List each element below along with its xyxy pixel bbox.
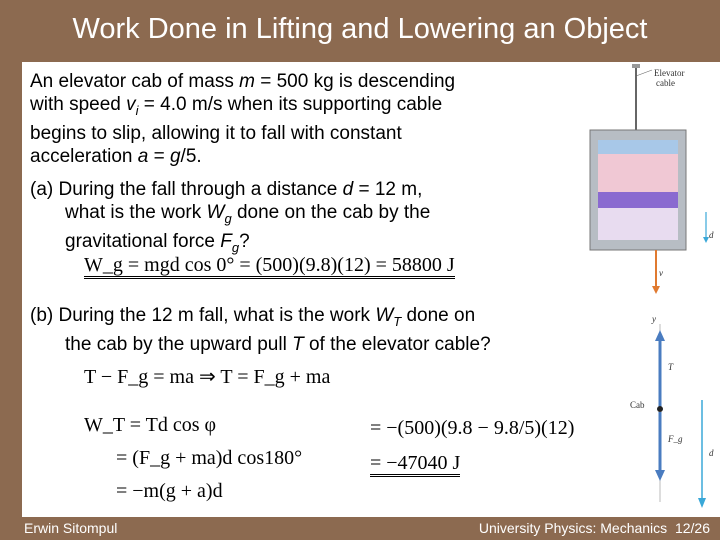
equation-result-text: = −47040 J [370,452,460,477]
intro-text: = 500 kg is descending [254,71,456,92]
arrowhead-icon [652,286,660,294]
part-b-text: the cab by the upward pull [65,333,293,355]
intro-text: with speed [30,94,127,115]
part-a-text: gravitational force [65,230,221,252]
equation-text: W_g = mgd cos 0° = (500)(9.8)(12) = 58800 J [84,254,455,279]
cable-label [654,68,714,88]
slide-title: Work Done in Lifting and Lowering an Object [72,13,648,45]
cable-label-line2: cable [656,78,675,88]
part-a-text: what is the work [65,202,207,223]
cab-label: Cab [630,400,645,410]
var-W: W [375,305,394,326]
part-b-text: of the elevator cable? [303,333,491,355]
pulley-icon [632,64,640,68]
vector-label-d-small: d [709,230,714,240]
arrowhead-icon [698,498,706,508]
var-F: F [220,230,232,252]
intro-text: acceleration [30,145,138,167]
part-a-text: ? [239,230,250,252]
var-g: g [169,145,181,167]
var-a: a [137,145,149,167]
part-b-question [30,304,630,356]
cable-label-line1: Elevator [654,68,685,78]
cab-point [657,406,663,412]
vector-label-T: T [668,362,674,372]
arrowhead-icon [655,330,665,341]
page-number: 12/26 [674,520,710,536]
var-W: W [206,202,225,223]
var-W-sub: g [224,210,232,226]
var-v-sub: i [135,102,139,118]
equation-work-tension-step2: = −m(g + a)d [116,480,223,502]
part-a-text: done on the cab by the [231,202,431,223]
elevator-diagram [584,62,719,517]
part-b-text: (b) During the 12 m fall, what is the work [30,305,376,326]
part-b-text: done on [401,305,476,326]
part-a-text: = 12 m, [353,179,423,200]
footer-author: Erwin Sitompul [24,520,118,536]
intro-text: = 4.0 m/s when its supporting cable [138,94,443,115]
equation-work-tension-step1: = (F_g + ma)d cos180° [116,447,303,469]
equation-work-gravity [84,254,455,277]
vector-label-d: d [709,448,714,458]
var-F-sub: g [231,239,240,255]
part-a-text: (a) During the fall through a distance [30,179,343,200]
problem-intro [30,70,570,168]
var-d: d [342,179,354,200]
intro-text: = [148,145,170,167]
intro-text: begins to slip, allowing it to fall with constant [30,122,402,144]
arrowhead-icon [655,470,665,481]
cable-label-pointer [636,70,652,76]
var-v: v [126,94,136,115]
equation-work-tension: W_T = Td cos φ [84,414,217,436]
var-m: m [239,71,255,92]
equation-newton: T − F_g = ma ⇒ T = F_g + ma [84,366,331,388]
var-T: T [292,333,304,355]
equation-numeric: = −(500)(9.8 − 9.8/5)(12) [370,417,575,439]
intro-text: An elevator cab of mass [30,71,240,92]
vector-label-v: v [659,268,663,278]
footer-course-page [479,517,710,540]
slide-content [22,62,720,517]
var-W-sub: T [393,313,402,329]
cab-ceiling [598,140,678,154]
axis-label-y: y [652,314,656,324]
cab-base [598,208,678,240]
part-a-question [30,178,570,259]
slide-footer [0,517,720,540]
cab-floor [598,192,678,208]
footer-course: University Physics: Mechanics [478,520,668,536]
equation-result [370,452,460,475]
vector-label-Fg: F_g [668,434,683,444]
intro-text: /5. [180,145,202,167]
